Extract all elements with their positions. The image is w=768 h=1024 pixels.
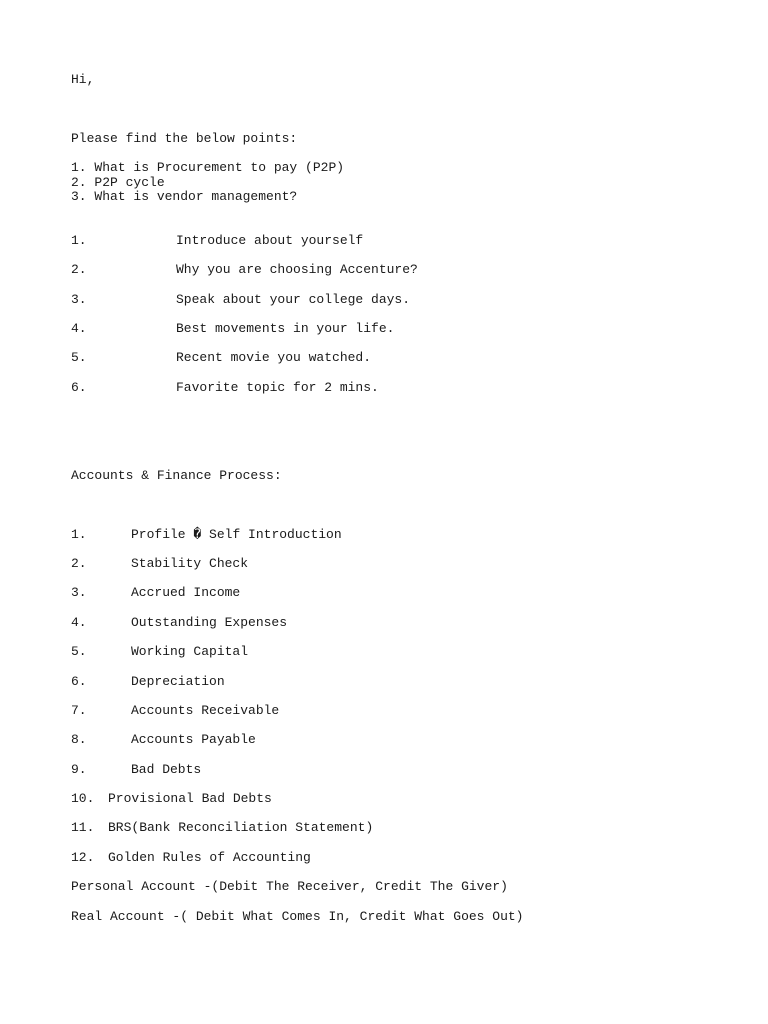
topic-item bbox=[71, 732, 256, 747]
topic-number: 3. bbox=[71, 585, 87, 600]
topic-number: 7. bbox=[71, 703, 87, 718]
topic-text: Bad Debts bbox=[131, 762, 202, 777]
question-item bbox=[71, 380, 379, 395]
topic-text: Accounts Receivable bbox=[131, 703, 280, 718]
topic-number: 9. bbox=[71, 762, 87, 777]
question-text: Recent movie you watched. bbox=[176, 350, 372, 365]
topic-item bbox=[71, 585, 240, 600]
topic-item bbox=[71, 556, 248, 571]
question-number: 3. bbox=[71, 292, 87, 307]
accounts-heading: Accounts & Finance Process: bbox=[71, 468, 282, 483]
question-number: 4. bbox=[71, 321, 87, 336]
rule-line: Real Account -( Debit What Comes In, Credit What Goes Out) bbox=[71, 909, 524, 924]
topic-text: Accrued Income bbox=[131, 585, 241, 600]
point-item: 3. What is vendor management? bbox=[71, 189, 298, 204]
topic-number: 8. bbox=[71, 732, 87, 747]
question-number: 5. bbox=[71, 350, 87, 365]
question-item bbox=[71, 233, 363, 248]
question-item bbox=[71, 321, 394, 336]
topic-number: 4. bbox=[71, 615, 87, 630]
topic-text: Provisional Bad Debts bbox=[108, 791, 272, 806]
topic-item bbox=[71, 615, 287, 630]
topic-number: 5. bbox=[71, 644, 87, 659]
topic-text: Golden Rules of Accounting bbox=[108, 850, 311, 865]
intro-text: Please find the below points: bbox=[71, 131, 298, 146]
topic-number: 2. bbox=[71, 556, 87, 571]
question-text: Best movements in your life. bbox=[176, 321, 395, 336]
topic-item bbox=[71, 850, 311, 865]
question-text: Speak about your college days. bbox=[176, 292, 411, 307]
question-item bbox=[71, 350, 371, 365]
topic-text: Profile � Self Introduction bbox=[131, 527, 342, 542]
topic-item bbox=[71, 791, 272, 806]
topic-item bbox=[71, 820, 373, 835]
rule-line: Personal Account -(Debit The Receiver, Credit The Giver) bbox=[71, 879, 508, 894]
greeting: Hi, bbox=[71, 72, 95, 87]
topic-number: 12. bbox=[71, 850, 95, 865]
question-item bbox=[71, 292, 410, 307]
topic-item bbox=[71, 762, 201, 777]
question-number: 1. bbox=[71, 233, 87, 248]
topic-text: Accounts Payable bbox=[131, 732, 256, 747]
topic-item bbox=[71, 674, 225, 689]
topic-number: 6. bbox=[71, 674, 87, 689]
topic-item bbox=[71, 644, 248, 659]
question-text: Introduce about yourself bbox=[176, 233, 364, 248]
topic-item bbox=[71, 527, 342, 542]
question-text: Why you are choosing Accenture? bbox=[176, 262, 418, 277]
question-number: 6. bbox=[71, 380, 87, 395]
topic-item bbox=[71, 703, 279, 718]
topic-text: Outstanding Expenses bbox=[131, 615, 288, 630]
question-text: Favorite topic for 2 mins. bbox=[176, 380, 379, 395]
topic-text: Working Capital bbox=[131, 644, 249, 659]
topic-text: BRS(Bank Reconciliation Statement) bbox=[108, 820, 374, 835]
point-item: 2. P2P cycle bbox=[71, 175, 165, 190]
topic-number: 11. bbox=[71, 820, 95, 835]
topic-number: 10. bbox=[71, 791, 95, 806]
question-item bbox=[71, 262, 418, 277]
topic-number: 1. bbox=[71, 527, 87, 542]
topic-text: Depreciation bbox=[131, 674, 225, 689]
question-number: 2. bbox=[71, 262, 87, 277]
topic-text: Stability Check bbox=[131, 556, 249, 571]
point-item: 1. What is Procurement to pay (P2P) bbox=[71, 160, 345, 175]
